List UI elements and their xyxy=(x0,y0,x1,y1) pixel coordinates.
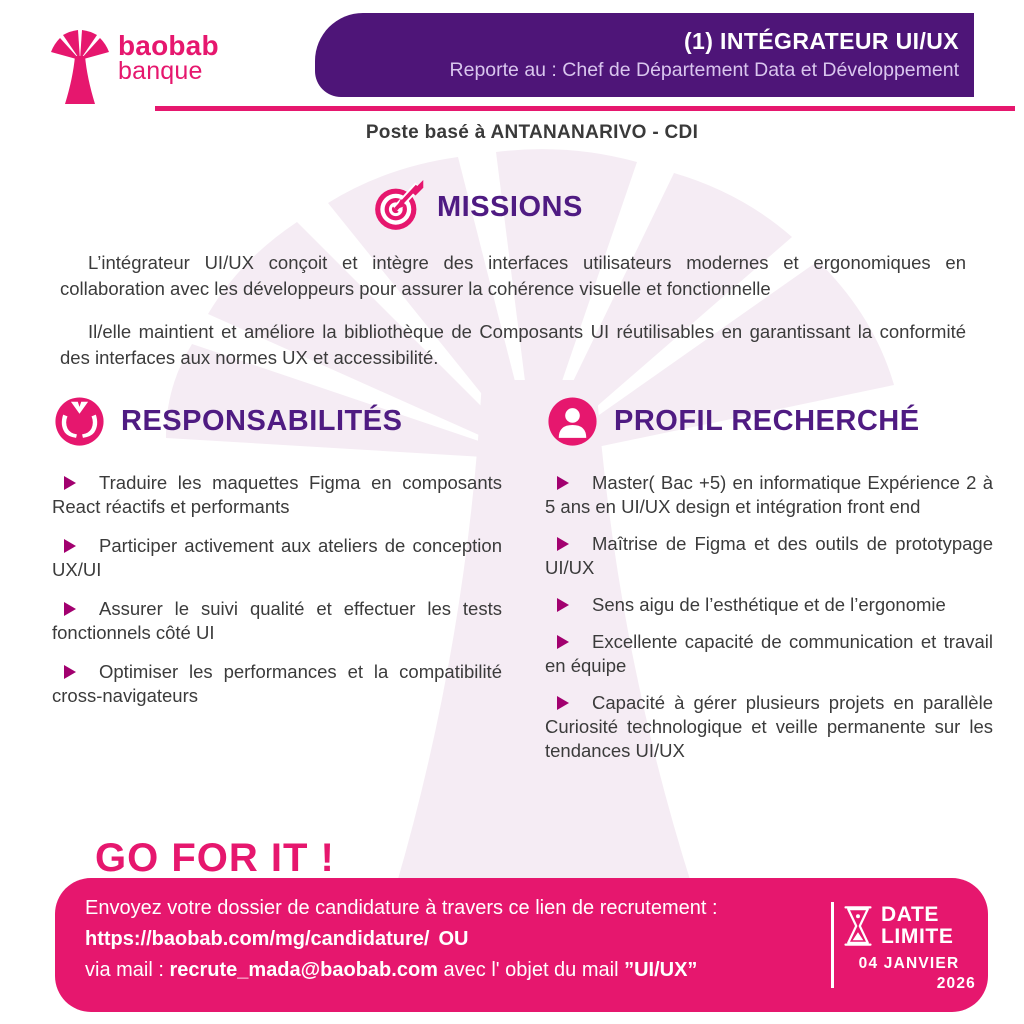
list-item-text: Capacité à gérer plusieurs projets en parallèle Curiosité technologique et veille permanente sur les tendances UI/UX xyxy=(545,692,993,762)
deadline-header xyxy=(842,904,976,948)
profile-section xyxy=(545,394,993,776)
via-mail-prefix: via mail : xyxy=(85,959,170,981)
list-item xyxy=(52,471,502,519)
list-item-text: Excellente capacité de communication et travail en équipe xyxy=(545,631,993,677)
deadline-block xyxy=(842,904,976,993)
triangle-bullet-icon xyxy=(64,476,76,490)
footer-divider xyxy=(831,902,834,988)
deadline-label-line2: LIMITE xyxy=(881,925,954,949)
deadline-date: 04 JANVIER xyxy=(858,955,960,973)
triangle-bullet-icon xyxy=(557,696,569,710)
cupped-hands-icon xyxy=(52,394,107,449)
profile-section-header xyxy=(545,394,993,449)
list-item-text: Maîtrise de Figma et des outils de prototypage UI/UX xyxy=(545,533,993,579)
go-for-it-heading: GO FOR IT ! xyxy=(95,836,335,880)
list-item xyxy=(52,660,502,708)
list-item xyxy=(545,593,993,617)
missions-heading: MISSIONS xyxy=(437,191,583,223)
logo-word-baobab: baobab xyxy=(118,30,219,61)
list-item xyxy=(545,471,993,519)
list-item-text: Master( Bac +5) en informatique Expérience 2 à 5 ans en UI/UX design et intégration front end xyxy=(545,472,993,518)
reports-to: Reporte au : Chef de Département Data et Développement xyxy=(449,59,959,81)
missions-paragraph-1: L’intégrateur UI/UX conçoit et intègre des interfaces utilisateurs modernes et ergonomiques en collaboration avec les développeurs pour assurer la cohérence visuelle et fonctionnelle xyxy=(60,252,966,299)
application-email[interactable]: recrute_mada@baobab.com xyxy=(169,959,438,981)
deadline-year: 2026 xyxy=(936,975,976,993)
triangle-bullet-icon xyxy=(557,476,569,490)
list-item-text: Participer activement aux ateliers de conception UX/UI xyxy=(52,535,502,581)
list-item xyxy=(52,597,502,645)
mail-subject: ”UI/UX” xyxy=(624,959,698,981)
baobab-tree-icon xyxy=(48,26,112,106)
or-label: OU xyxy=(438,928,469,950)
job-title: (1) INTÉGRATEUR UI/UX xyxy=(683,28,959,54)
triangle-bullet-icon xyxy=(557,537,569,551)
missions-text xyxy=(60,250,966,388)
list-item xyxy=(545,630,993,678)
hourglass-icon xyxy=(842,904,874,948)
target-arrow-icon xyxy=(370,180,425,235)
brand-logo xyxy=(48,26,219,106)
responsibilities-list xyxy=(52,471,502,708)
pink-divider-rule xyxy=(155,106,1015,111)
apply-intro-line: Envoyez votre dossier de candidature à travers ce lien de recrutement : xyxy=(85,897,718,919)
triangle-bullet-icon xyxy=(64,602,76,616)
list-item-text: Optimiser les performances et la compatibilité cross-navigateurs xyxy=(52,661,502,707)
missions-paragraph-2: Il/elle maintient et améliore la bibliothèque de Composants UI réutilisables en garantissant la conformité des interfaces aux normes UX et accessibilité. xyxy=(60,320,966,368)
application-link[interactable]: https://baobab.com/mg/candidature/ xyxy=(85,928,430,950)
triangle-bullet-icon xyxy=(557,635,569,649)
deadline-label xyxy=(881,904,953,948)
apply-link-line xyxy=(85,924,830,955)
responsibilities-section-header xyxy=(52,394,502,449)
apply-mail-line xyxy=(85,955,830,986)
responsibilities-section xyxy=(52,394,502,723)
job-location: Poste basé à ANTANANARIVO - CDI xyxy=(365,122,699,143)
triangle-bullet-icon xyxy=(64,539,76,553)
list-item-text: Assurer le suivi qualité et effectuer les tests fonctionnels côté UI xyxy=(52,598,502,644)
person-icon xyxy=(545,394,600,449)
list-item-text: Sens aigu de l’esthétique et de l’ergonomie xyxy=(592,594,946,616)
list-item-text: Traduire les maquettes Figma en composants React réactifs et performants xyxy=(52,472,502,518)
logo-word-banque: banque xyxy=(118,57,203,86)
profile-heading: PROFIL RECHERCHÉ xyxy=(614,405,920,437)
deadline-label-line1: DATE xyxy=(881,903,940,926)
list-item xyxy=(545,532,993,580)
triangle-bullet-icon xyxy=(64,665,76,679)
application-instructions xyxy=(85,893,830,986)
application-footer xyxy=(55,878,988,1012)
profile-list xyxy=(545,471,993,763)
job-title-banner xyxy=(315,13,974,97)
list-item xyxy=(545,691,993,763)
triangle-bullet-icon xyxy=(557,598,569,612)
list-item xyxy=(52,534,502,582)
missions-section-header xyxy=(370,180,583,235)
responsibilities-heading: RESPONSABILITÉS xyxy=(121,405,403,437)
mail-subject-prefix: avec l' objet du mail xyxy=(437,959,625,981)
